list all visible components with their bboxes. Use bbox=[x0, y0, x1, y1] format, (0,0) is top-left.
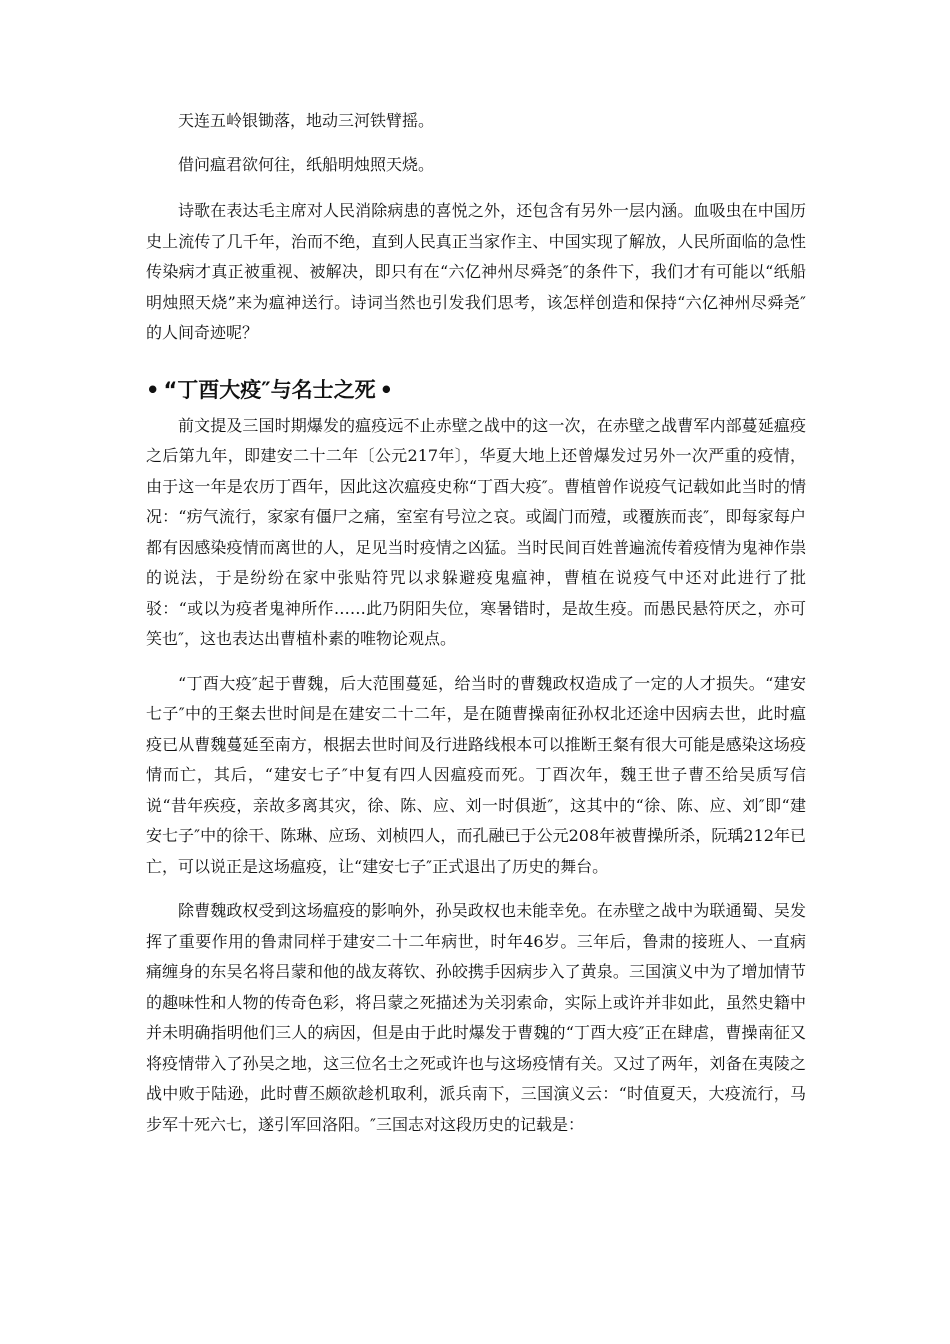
section-heading bbox=[142, 375, 806, 405]
poem-line-2: 借问瘟君欲何往，纸船明烛照天烧。 bbox=[178, 155, 435, 174]
poem-line-1: 天连五岭银锄落，地动三河铁臂摇。 bbox=[178, 111, 435, 130]
heading-title: “丁酉大疫″与名士之死 bbox=[163, 377, 376, 402]
paragraph-jian-an-seven: “丁酉大疫″起于曹魏，后大范围蔓延，给当时的曹魏政权造成了一定的人才损失。“建安七子″中的王粲去世时间是在建安二十二年，是在随曹操南征孙权北还途中因病去世，此时瘟疫已从曹魏蔓延至南方，根据去世时间及行进路线根本可以推断王粲有很大可能是感染这场疫情而亡，其后，“建安七子″中复有四人因瘟疫而死。丁酉次年，魏王世子曹丕给吴质写信说“昔年疾疫，亲故多离其灾，徐、陈、应、刘一时俱逝″，这其中的“徐、陈、应、刘″即“建安七子″中的徐干、陈琳、应玚、刘桢四人，而孔融已于公元208年被曹操所杀，阮瑀212年已亡，可以说正是这场瘟疫，让“建安七子″正式退出了历史的舞台。 bbox=[146, 673, 806, 876]
paragraph-commentary: 诗歌在表达毛主席对人民消除病患的喜悦之外，还包含有另外一层内涵。血吸虫在中国历史上流传了几千年，治而不绝，直到人民真正当家作主、中国实现了解放，人民所面临的急性传染病才真正被重视、被解决，即只有在“六亿神州尽舜尧″的条件下，我们才有可能以“纸船明烛照天烧”来为瘟神送行。诗词当然也引发我们思考，该怎样创造和保持“六亿神州尽舜尧″的人间奇迹呢？ bbox=[146, 201, 806, 342]
heading-bullet-left: • bbox=[146, 377, 160, 402]
heading-bullet-right: • bbox=[379, 377, 394, 402]
paragraph-sun-wu: 除曹魏政权受到这场瘟疫的影响外，孙吴政权也未能幸免。在赤壁之战中为联通蜀、吴发挥了重要作用的鲁肃同样于建安二十二年病世，时年46岁。三年后，鲁肃的接班人、一直病痛缠身的东吴名将吕蒙和他的战友蒋钦、孙皎携手因病步入了黄泉。三国演义中为了增加情节的趣味性和人物的传奇色彩，将吕蒙之死描述为关羽索命，实际上或许并非如此，虽然史籍中并未明确指明他们三人的病因，但是由于此时爆发于曹魏的“丁酉大疫″正在肆虐，曹操南征又将疫情带入了孙吴之地，这三位名士之死或许也与这场疫情有关。又过了两年，刘备在夷陵之战中败于陆逊，此时曹丕颇欲趁机取利，派兵南下，三国演义云：“时值夏天，大疫流行，马步军十死六七，遂引军回洛阳。″三国志对这段历史的记载是： bbox=[146, 901, 806, 1134]
document-page bbox=[146, 108, 806, 1140]
paragraph-dingyou-epidemic: 前文提及三国时期爆发的瘟疫远不止赤壁之战中的这一次，在赤壁之战曹军内部蔓延瘟疫之后第九年，即建安二十二年〔公元217年〕，华夏大地上还曾爆发过另外一次严重的疫情，由于这一年是农历丁酉年，因此这次瘟疫史称“丁酉大疫″。曹植曾作说疫气记载如此当时的情况：“疠气流行，家家有僵尸之痛，室室有号泣之哀。或阖门而殪，或覆族而丧″，即每家每户都有因感染疫情而离世的人，足见当时疫情之凶猛。当时民间百姓普遍流传着疫情为鬼神作祟的说法，于是纷纷在家中张贴符咒以求躲避疫鬼瘟神，曹植在说疫气中还对此进行了批驳：“或以为疫者鬼神所作……此乃阴阳失位，寒暑错时，是故生疫。而愚民悬符厌之，亦可笑也″，这也表达出曹植朴素的唯物论观点。 bbox=[146, 415, 806, 648]
